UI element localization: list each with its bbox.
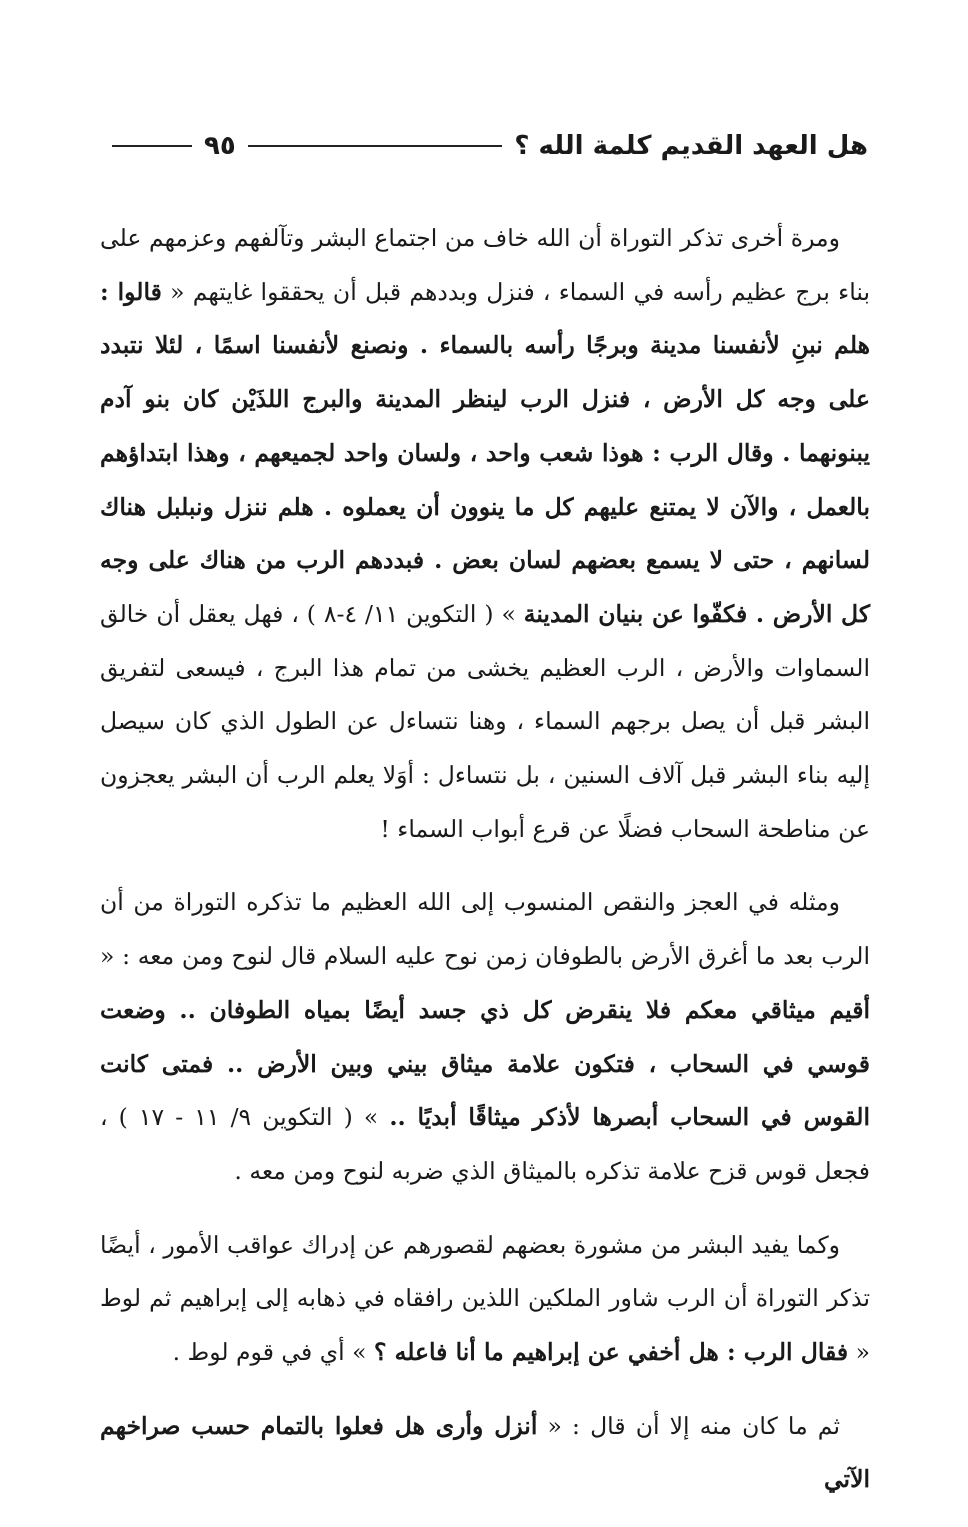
- quoted-text: قالوا : هلم نبنِ لأنفسنا مدينة وبرجًا رأسه بالسماء . ونصنع لأنفسنا اسمًا ، لئلا نتبدد على وجه كل الأرض ، فنزل الرب لينظر المدينة والبرج اللذَيْن كان بنو آدم يبنونهما . وقال الرب : هوذا شعب واحد ، ولسان واحد لجميعهم ، وهذا ابتداؤهم بالعمل ، والآن لا يمتنع عليهم كل ما ينوون أن يعملوه . هلم ننزل ونبلبل هناك لسانهم ، حتى لا يسمع بعضهم لسان بعض . فبددهم الرب من هناك على وجه كل الأرض . فكفّوا عن بنيان المدينة: [100, 277, 871, 628]
- book-title: هل العهد القديم كلمة الله ؟: [514, 131, 868, 161]
- body-text: [100, 212, 870, 1527]
- paragraph: [100, 212, 870, 856]
- paragraph-text: » ( التكوين ١١/ ٤-٨ ) ، فهل يعقل أن خالق السماوات والأرض ، الرب العظيم يخشى من تمام هذا البرج ، فيسعى لتفريق البشر قبل أن يصل برجهم السماء ، وهنا نتساءل عن الطول الذي كان سيصل إليه بناء البشر قبل آلاف السنين ، بل نتساءل : أوَلا يعلم الرب أن البشر يعجزون عن مناطحة السحاب فضلًا عن قرع أبواب السماء !: [100, 599, 870, 843]
- paragraph-text: ومثله في العجز والنقص المنسوب إلى الله العظيم ما تذكره التوراة من أن الرب بعد ما أغرق الأرض بالطوفان زمن نوح عليه السلام قال لنوح ومن معه : «: [100, 888, 870, 971]
- page-number: ٩٥: [204, 131, 236, 161]
- quoted-text: أنزل وأرى هل فعلوا بالتمام حسب صراخهم الآتي: [100, 1411, 870, 1494]
- quoted-text: أقيم ميثاقي معكم فلا ينقرض كل ذي جسد أيضًا بمياه الطوفان .. وضعت قوسي في السحاب ، فتكون علامة ميثاق بيني وبين الأرض .. فمتى كانت القوس في السحاب أبصرها لأذكر ميثاقًا أبديًا ..: [100, 995, 870, 1132]
- header-divider: [248, 145, 503, 147]
- paragraph-text: » أي في قوم لوط .: [172, 1338, 374, 1367]
- paragraph: [100, 1219, 870, 1380]
- paragraph-text: وكما يفيد البشر من مشورة بعضهم لقصورهم عن إدراك عواقب الأمور ، أيضًا تذكر التوراة أن الرب شاور الملكين اللذين رافقاه في ذهابه إلى إبراهيم ثم لوط «: [100, 1230, 870, 1367]
- paragraph-text: » ( التكوين ٩/ ١١ - ١٧ ) ، فجعل قوس قزح علامة تذكره بالميثاق الذي ضربه لنوح ومن معه .: [100, 1103, 870, 1185]
- quoted-text: فقال الرب : هل أخفي عن إبراهيم ما أنا فاعله ؟: [373, 1338, 849, 1367]
- header-divider-short: [112, 145, 192, 147]
- running-header: [100, 126, 868, 166]
- paragraph: [100, 1400, 870, 1507]
- paragraph-text: ومرة أخرى تذكر التوراة أن الله خاف من اجتماع البشر وتآلفهم وعزمهم على بناء برج عظيم رأسه في السماء ، فنزل وبددهم قبل أن يحققوا غايتهم «: [100, 224, 870, 306]
- paragraph-text: ثم ما كان منه إلا أن قال : «: [537, 1411, 840, 1440]
- paragraph: [100, 876, 870, 1198]
